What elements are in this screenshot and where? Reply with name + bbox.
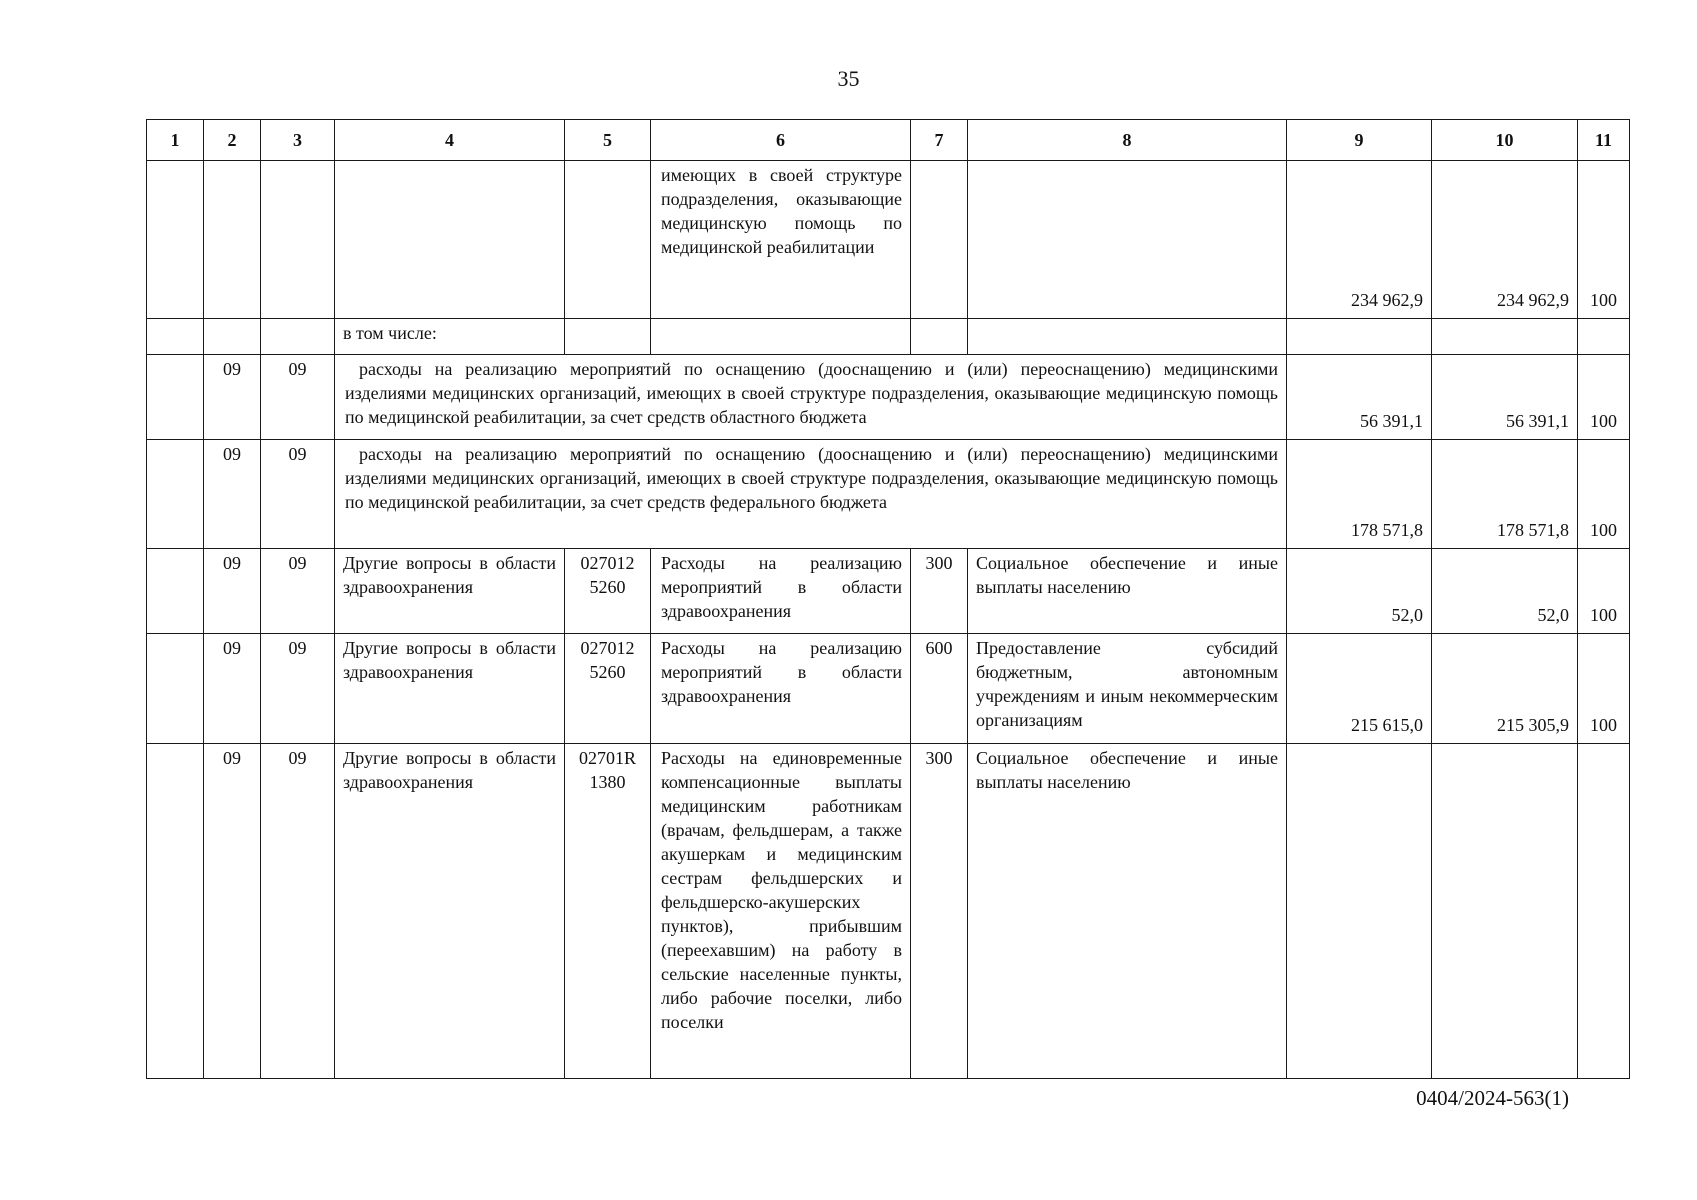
cell-section: 09 — [204, 440, 261, 549]
cell-percent: 100 — [1578, 355, 1630, 440]
cell-expense-description: расходы на реализацию мероприятий по оснащению (дооснащению и (или) переоснащению) медицинскими изделиями медицинских организаций, имеющих в своей структуре подразделения, оказывающие медицинскую помощь по медицинской реабилитации, за счет средств областного бюджета — [335, 355, 1287, 440]
header-col-6: 6 — [651, 120, 911, 161]
cell-empty — [968, 319, 1287, 355]
cell-subsection-name: Другие вопросы в области здравоохранения — [335, 549, 565, 634]
cell-empty — [565, 319, 651, 355]
cell-target-code: 027012 5260 — [565, 549, 651, 634]
cell-expense-type-name — [968, 161, 1287, 319]
cell-section: 09 — [204, 355, 261, 440]
table-header-row — [147, 120, 1630, 161]
cell-subsection — [261, 161, 335, 319]
cell-empty — [1287, 319, 1432, 355]
cell-actual-amount: 178 571,8 — [1432, 440, 1578, 549]
cell-subsection: 09 — [261, 440, 335, 549]
cell-plan-amount: 56 391,1 — [1287, 355, 1432, 440]
cell-col1 — [147, 161, 204, 319]
cell-target-name: Расходы на единовременные компенсационные выплаты медицинским работникам (врачам, фельдшерам, а также акушеркам и медицинским сестрам фельдшерских и фельдшерско-акушерских пунктов), прибывшим (переехавшим) на работу в сельские населенные пункты, либо рабочие поселки, либо поселки — [651, 744, 911, 1079]
cell-expense-type-name: Предоставление субсидий бюджетным, автономным учреждениям и иным некоммерческим организациям — [968, 634, 1287, 744]
cell-expense-type — [911, 161, 968, 319]
cell-empty — [261, 319, 335, 355]
header-col-2: 2 — [204, 120, 261, 161]
cell-empty — [1432, 319, 1578, 355]
budget-table — [146, 119, 1630, 1079]
page-number: 35 — [837, 66, 860, 91]
cell-expense-type: 600 — [911, 634, 968, 744]
cell-actual-amount: 215 305,9 — [1432, 634, 1578, 744]
cell-empty — [204, 319, 261, 355]
cell-empty — [1578, 319, 1630, 355]
cell-subsection-name: Другие вопросы в области здравоохранения — [335, 634, 565, 744]
cell-subsection: 09 — [261, 634, 335, 744]
cell-percent: 100 — [1578, 440, 1630, 549]
cell-target-name: имеющих в своей структуре подразделения, оказывающие медицинскую помощь по медицинской реабилитации — [651, 161, 911, 319]
header-col-8: 8 — [968, 120, 1287, 161]
cell-plan-amount: 215 615,0 — [1287, 634, 1432, 744]
cell-plan-amount — [1287, 744, 1432, 1079]
document-code: 0404/2024-563(1) — [1416, 1086, 1569, 1110]
table-row — [147, 634, 1630, 744]
table-row — [147, 319, 1630, 355]
cell-section: 09 — [204, 744, 261, 1079]
cell-actual-amount: 52,0 — [1432, 549, 1578, 634]
header-col-5: 5 — [565, 120, 651, 161]
cell-col1 — [147, 355, 204, 440]
cell-expense-type-name: Социальное обеспечение и иные выплаты населению — [968, 549, 1287, 634]
cell-subsection-name: Другие вопросы в области здравоохранения — [335, 744, 565, 1079]
cell-col1 — [147, 440, 204, 549]
cell-section: 09 — [204, 634, 261, 744]
cell-section: 09 — [204, 549, 261, 634]
cell-subsection-name — [335, 161, 565, 319]
cell-percent — [1578, 744, 1630, 1079]
cell-including-label: в том числе: — [335, 319, 565, 355]
cell-col1 — [147, 744, 204, 1079]
cell-actual-amount — [1432, 744, 1578, 1079]
table-row — [147, 355, 1630, 440]
table-row — [147, 549, 1630, 634]
cell-target-code — [565, 161, 651, 319]
cell-target-name: Расходы на реализацию мероприятий в области здравоохранения — [651, 634, 911, 744]
table-row — [147, 161, 1630, 319]
cell-plan-amount: 234 962,9 — [1287, 161, 1432, 319]
cell-target-code: 027012 5260 — [565, 634, 651, 744]
header-col-9: 9 — [1287, 120, 1432, 161]
cell-percent: 100 — [1578, 549, 1630, 634]
cell-empty — [147, 319, 204, 355]
cell-expense-description: расходы на реализацию мероприятий по оснащению (дооснащению и (или) переоснащению) медицинскими изделиями медицинских организаций, имеющих в своей структуре подразделения, оказывающие медицинскую помощь по медицинской реабилитации, за счет средств федерального бюджета — [335, 440, 1287, 549]
table-row — [147, 744, 1630, 1079]
header-col-4: 4 — [335, 120, 565, 161]
cell-percent: 100 — [1578, 634, 1630, 744]
cell-col1 — [147, 549, 204, 634]
cell-col1 — [147, 634, 204, 744]
cell-plan-amount: 178 571,8 — [1287, 440, 1432, 549]
cell-expense-type-name: Социальное обеспечение и иные выплаты населению — [968, 744, 1287, 1079]
cell-subsection: 09 — [261, 355, 335, 440]
cell-section — [204, 161, 261, 319]
cell-actual-amount: 234 962,9 — [1432, 161, 1578, 319]
header-col-10: 10 — [1432, 120, 1578, 161]
cell-expense-type: 300 — [911, 744, 968, 1079]
cell-plan-amount: 52,0 — [1287, 549, 1432, 634]
header-col-1: 1 — [147, 120, 204, 161]
cell-empty — [911, 319, 968, 355]
cell-subsection: 09 — [261, 549, 335, 634]
cell-actual-amount: 56 391,1 — [1432, 355, 1578, 440]
table-row — [147, 440, 1630, 549]
cell-target-code: 02701R 1380 — [565, 744, 651, 1079]
cell-expense-type: 300 — [911, 549, 968, 634]
cell-percent: 100 — [1578, 161, 1630, 319]
cell-target-name: Расходы на реализацию мероприятий в области здравоохранения — [651, 549, 911, 634]
header-col-7: 7 — [911, 120, 968, 161]
cell-empty — [651, 319, 911, 355]
cell-subsection: 09 — [261, 744, 335, 1079]
header-col-3: 3 — [261, 120, 335, 161]
header-col-11: 11 — [1578, 120, 1630, 161]
